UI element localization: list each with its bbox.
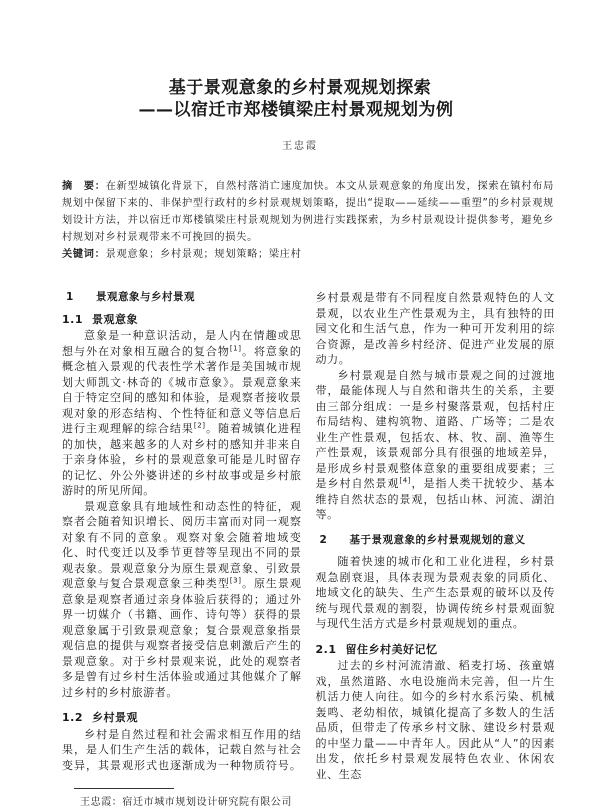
two-column-body [62, 290, 555, 782]
author-affiliation-footnote: 王忠霞：宿迁市城市规划设计研究院有限公司 [80, 797, 292, 808]
reference: [2] [193, 421, 206, 430]
section-title: 乡村景观 [92, 711, 138, 724]
abstract-label: 摘 要： [62, 181, 106, 192]
text: 过去的乡村河流清澈、稻麦打场、孩童嬉戏，虽然道路、水电设施尚未完善，但一片生机活力使人向往。如今的乡村水系污染、机械轰鸣、老幼相依，城镇化提高了多数人的生活品质，但带走了传承乡村文脉、建设乡村景观的中坚力量——中青年人。因此从“人”的因素出发，依托乡村景观发展特色农业、休闲农业、生态 [315, 659, 555, 781]
subsection-heading [316, 642, 556, 658]
keywords-text: 景观意象；乡村景观；规划策略；梁庄村 [105, 249, 302, 260]
reference: [4] [399, 476, 412, 485]
text: ，是指人类干扰较少、基本维持自然状态的景观，包括山林、河流、湖泊等。 [315, 477, 555, 521]
paper-subtitle: ——以宿迁市郑楼镇梁庄村景观规划为例 [138, 100, 454, 120]
abstract-text: 在新型城镇化背景下，自然村落消亡速度加快。本文从景观意象的角度出发，探索在镇村布局规划中保留下来的、非保护型行政村的乡村景观规划策略，提出“提取——延续——重塑”的乡村景观规划设计方法，并以宿迁市郑楼镇梁庄村景观规划为例进行实践探索，为乡村景观设计提供参考，避免乡村规划对乡村景观带来不可挽回的损失。 [62, 181, 554, 243]
section-number: 1 [66, 291, 74, 303]
text: 意象是一种意识活动，是人内在情趣或思想与外在对象相互融合的复合物 [62, 329, 302, 358]
section-heading [320, 533, 556, 549]
text: 。随着城镇化进程的加快，越来越多的人对乡村的感知并非来自于亲身体验，乡村的景观意象可能是儿时留存的记忆、外公外婆讲述的乡村故事或是乡村旅游时的所见所闻。 [62, 422, 302, 497]
keywords [62, 246, 554, 263]
section-title: 基于景观意象的乡村景观规划的意义 [349, 533, 526, 546]
section-title: 景观意象 [92, 312, 138, 326]
author: 王忠霞 [282, 141, 318, 152]
paragraph [62, 328, 302, 499]
paragraph [316, 368, 556, 523]
text: 。将意象的概念植入景观的代表性学术著作是美国城市规划大师凯文·林奇的《城市意象》。景观意象来自于特定空间的感知和体验，是观察者接收景观对象的形态结构、个性特征和意义等信息后进行主观理解的综合结果 [62, 344, 302, 435]
abstract [62, 178, 554, 246]
section-number: 2.1 [315, 642, 337, 656]
reference: [1] [229, 343, 242, 352]
section-number: 1.1 [62, 312, 83, 326]
text: 景观意象具有地域性和动态性的特征，观察者会随着知识增长、阅历丰富而对同一观察对象有不同的意象。观察对象会随着地域变化、时代变迁以及季节更替等呈现出不同的景观表象。景观意象分为原生景观意象、引致景观意象与复合景观意象三种类型 [62, 499, 302, 590]
section-number: 1.2 [62, 711, 83, 724]
paragraph [62, 499, 302, 701]
paragraph [316, 554, 556, 632]
footnote-rule [74, 788, 174, 789]
text: 乡村是自然过程和社会需求相互作用的结果，是人们生产生活的载体，记载自然与社会变异，其景观形式也逐渐成为一种物质符号。乡村景观是带有不同程度自然景观特色的人文景观，以农业生产性景观为主，具有独特的田园文化和生活气息，作为一种可开发利用的综合资源，是改善乡村经济、促进产业发展的原动力。 [62, 291, 555, 772]
reference: [3] [229, 576, 242, 585]
paragraph [316, 658, 556, 782]
section-number: 2 [319, 533, 328, 546]
text: 随着快速的城市化和工业化进程，乡村景观急剧衰退，具体表现为景观表象的同质化、地域文化的缺失、生产生态景观的破坏以及传统与现代景观的割裂，协调传统乡村景观面貌与现代生活方式是乡村景观规划的重点。 [315, 555, 555, 630]
section-title: 景观意象与乡村景观 [96, 291, 195, 303]
text: 乡村景观是自然与城市景观之间的过渡地带，最能体现人与自然和谐共生的关系，主要由三部分组成：一是乡村聚落景观，包括村庄布局结构、建构筑物、道路、广场等；二是农业生产性景观，包括农、林、牧、副、渔等生产性景观，该景观部分具有很强的地域差异，是形成乡村景观整体意象的重要组成要素；三是乡村自然景观 [315, 368, 555, 490]
front-matter [62, 178, 554, 263]
text: 。原生景观意象是观察者通过亲身体验后获得的；通过外界一切媒介（书籍、画作、诗句等）获得的景观意象属于引致景观意象；复合景观意象指景观信息的提供与观察者接受信息刺激后产生的景观意象。对于乡村景观来说，此处的观察者多是曾有过乡村生活体验或通过其他媒介了解过乡村的乡村旅游者。 [62, 577, 302, 699]
subsection-heading [62, 710, 302, 726]
keywords-label: 关键词： [62, 249, 106, 260]
body [62, 290, 555, 809]
section-title: 留住乡村美好记忆 [345, 642, 438, 656]
section-heading [66, 290, 302, 306]
paper-title: 基于景观意象的乡村景观规划探索 [168, 78, 432, 98]
subsection-heading [62, 312, 302, 328]
